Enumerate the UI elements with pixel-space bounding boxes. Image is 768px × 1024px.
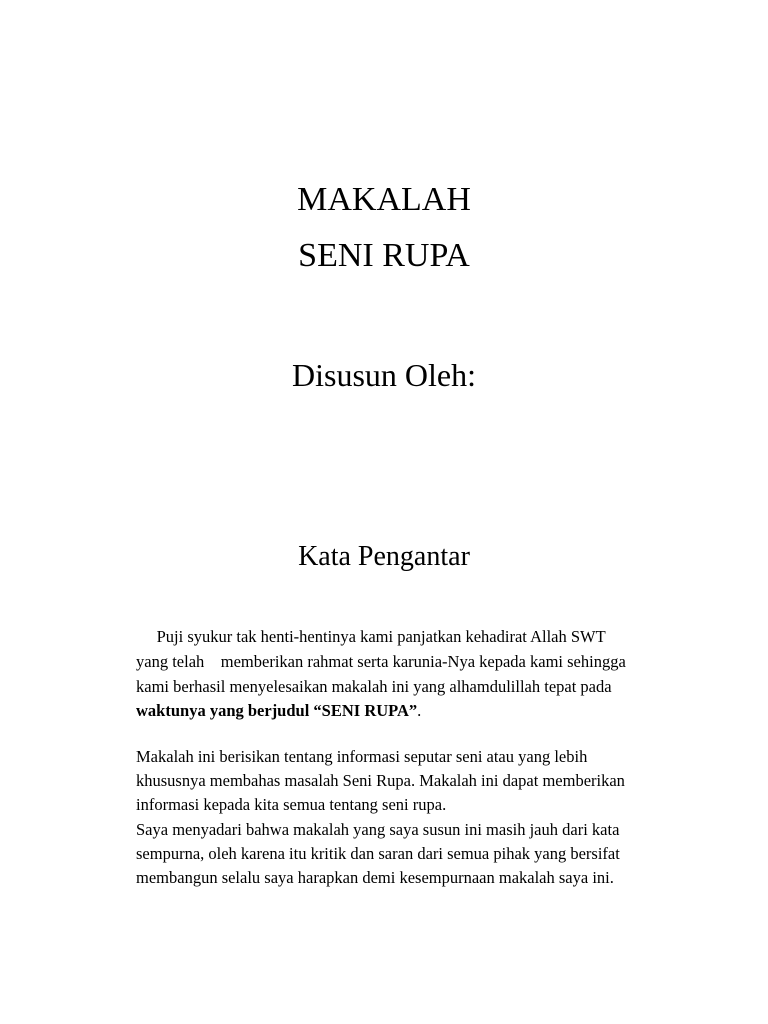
paragraph1-line-last [136, 700, 421, 722]
sentence-end: . [417, 701, 422, 720]
document-title-line-1: MAKALAH [297, 181, 471, 218]
paragraph1-line: yang telah memberikan rahmat serta karunia-Nya kepada kami sehingga [136, 652, 626, 671]
document-title-line-2: SENI RUPA [298, 237, 470, 274]
paragraph2-line: Makalah ini berisikan tentang informasi seputar seni atau yang lebih [136, 747, 588, 766]
paragraph1-line: kami berhasil menyelesaikan makalah ini yang alhamdulillah tepat pada [136, 677, 612, 696]
paragraph3-line: Saya menyadari bahwa makalah yang saya susun ini masih jauh dari kata [136, 820, 620, 839]
bold-title-reference: waktunya yang berjudul “SENI RUPA” [136, 701, 418, 720]
paragraph1-line: Puji syukur tak henti-hentinya kami panjatkan kehadirat Allah SWT [136, 627, 606, 646]
paragraph3-line: membangun selalu saya harapkan demi kesempurnaan makalah saya ini. [136, 868, 614, 887]
author-heading: Disusun Oleh: [292, 357, 476, 393]
paragraph3-line: sempurna, oleh karena itu kritik dan saran dari semua pihak yang bersifat [136, 844, 620, 863]
paragraph2-line: informasi kepada kita semua tentang seni rupa. [136, 795, 447, 814]
section-heading: Kata Pengantar [298, 541, 470, 572]
paragraph2-line: khususnya membahas masalah Seni Rupa. Makalah ini dapat memberikan [136, 771, 625, 790]
